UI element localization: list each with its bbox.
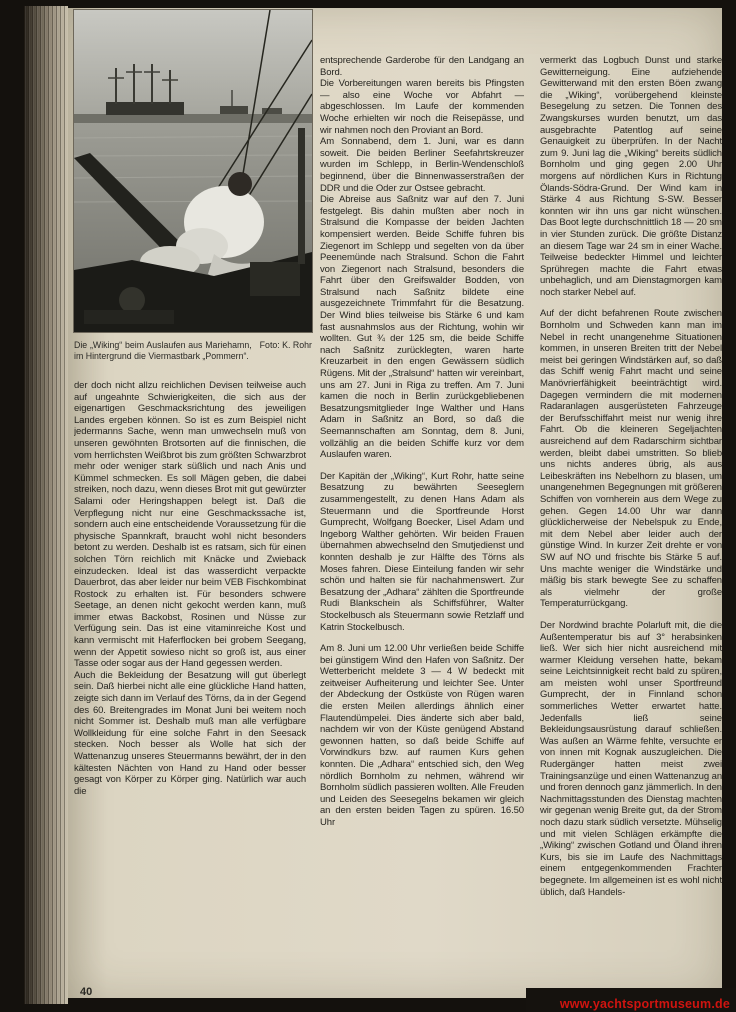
paragraph: Die Abreise aus Saßnitz war auf den 7. Juni festgelegt. Bis dahin mußten aber noch in Stralsund die Kompasse der beiden Jachten kompensiert werden. Beide Schiffe fuhren bis Ziegenort im Schlepp und segelten von da über Peenemünde nach Stralsund. Schon die Fahrt von Ziegenort nach Stralsund, besonders die Fahrt über den Greifswalder Bodden, von Stralsund nach Saßnitz bildete eine ausgezeichnete Trimmfahrt für die Besatzung. Der Wind blies teilweise bis Stärke 6 und kam fast ausnahmslos aus der Richtung, wohin wir wollten. Gut ¾ der 125 sm, die beide Schiffe nach Saßnitz zurücklegten, waren harte Kreuzarbeit in den engen Gewässern südlich Rügens. Mit der „Stralsund“ hatten wir vereinbart, uns am 27. Juni in Riga zu treffen. Am 7. Juni kamen die noch in Berlin zurückgebliebenen Besatzungsmitglieder Inge Walther und Hans Adam in Saßnitz an Bord, so daß die Seemannschaften am Sonntag, dem 8. Juni, vollzählig an die beiden Schiffe kurz vor dem Auslaufen waren.	[320, 194, 524, 461]
watermark: www.yachtsportmuseum.de	[559, 997, 730, 1011]
column-1	[74, 380, 306, 992]
paragraph: Der Kapitän der „Wiking“, Kurt Rohr, hatte seine Besatzung zu bewährten Seeseglern zusammengestellt, zu denen Hans Adam als Steuermann und die Sportfreunde Horst Gumprecht, Wolfgang Boecker, Lisel Adam und Ingeborg Walther gehörten. Wir beiden Frauen übernahmen abwechselnd den Smutjedienst und konnten deshalb je zur Hälfte des Törns als Moses fahren. Diese Einteilung fanden wir sehr schön und halten sie für nachahmenswert. Zur Besatzung der „Adhara“ zählten die Sportfreunde Rudi Blankschein als Schiffsführer, Walter Stockelbusch als Steuermann sowie Retzlaff und Katrin Stockelbusch.	[320, 470, 524, 633]
paragraph: Der Nordwind brachte Polarluft mit, die die Außentemperatur bis auf 3° herabsinken ließ. Wer sich hier nicht ausreichend mit warmer Kleidung versehen hatte, bekam seine Leichtsinnigkeit recht bald zu spüren, am meisten wohl unser Sportfreund Gumprecht, der in Finnland schon sommerliches Wetter erwartet hatte. Jedenfalls ließ seine Bekleidungsausrüstung darauf schließen. Was außen an Wärme fehlte, versuchte er von innen mit Kognak auszugleichen. Die Rudergänger hatten meist zwei Trainingsanzüge und einen Wattenanzug an und froren dennoch ganz jämmerlich. In den Nachmittagsstunden des Dienstag machten wir gegenan wenig Breite gut, da der Strom noch dazu stark südlich versetzte. Mühselig und mit vielen Schlägen erkämpfte die „Wiking“ zwischen Gotland und Öland ihren Kurs, bis sie im Laufe des Nachmittags einem entgegenkommenden Frachter begegnete. Im allgemeinen ist es wohl nicht üblich, daß Handels-	[540, 619, 722, 898]
page-number: 40	[80, 986, 93, 998]
magazine-page	[68, 8, 722, 998]
paragraph: Die Vorbereitungen waren bereits bis Pfingsten — also eine Woche vor Abfahrt — abgeschlossen. Im Laufe der kommenden Woche erhielten wir noch die Reisepässe, und wir nahmen noch den Proviant an Bord.	[320, 78, 524, 136]
photo-illustration	[74, 10, 312, 332]
paragraph: Auch die Bekleidung der Besatzung will gut überlegt sein. Daß hierbei nicht alle eine glückliche Hand hatten, zeigte sich dann im Verlauf des Törns, da in der Gegend des 60. Breitengrades im Monat Juni bei weitem noch nicht Sommer ist. Deshalb muß man alle verfügbare Wollkleidung für eine solche Fahrt in den Seesack stecken. Noch besser als Wolle hat sich der Wattenanzug unseres Steuermanns bewährt, der in den kältesten Nächten von Hand zu Hand oder besser gesagt von Körper zu Körper ging. Natürlich war auch die	[74, 669, 306, 797]
photo-caption	[74, 340, 312, 361]
paragraph: vermerkt das Logbuch Dunst und starke Gewitterneigung. Eine aufziehende Gewitterwand mit den ersten Böen zwang die „Wiking“, vorübergehend kleinste Besegelung zu setzen. Die Tonnen des Zwangskurses wurden benutzt, um das ausgebrachte Patentlog auf seine Genauigkeit zu überprüfen. In der Nacht zum 9. Juni lag die „Wiking“ bereits südlich Bornholm und ging gegen 2.00 Uhr morgens auf nördlichen Kurs in Richtung Ölands-Södra-Grund. Der Wind kam in Stärke 4 aus Richtung S-SW. Besser konnten wir ihn uns gar nicht wünschen. Das Boot legte durchschnittlich 18 — 20 sm in vier Stunden zurück. Die größte Distanz an diesem Tage war 24 sm in einer Wache. Teilweise bedeckter Himmel und leichter Sprühregen machte die Fahrt etwas unbehaglich, und am Dienstagmorgen kam noch starker Nebel auf.	[540, 55, 722, 298]
paragraph: Am Sonnabend, dem 1. Juni, war es dann soweit. Die beiden Berliner Seefahrtskreuzer wurden im Schlepp, in Berlin-Wendenschloß beginnend, über die Binnenwasserstraßen der DDR und die Oder zur Ostsee gebracht.	[320, 136, 524, 194]
paragraph: Auf der dicht befahrenen Route zwischen Bornholm und Schweden kann man im Nebel in recht unangenehme Situationen kommen, in unseren Breiten tritt der Nebel meist bei geringen Windstärken auf, so daß das Schiff wenig Fahrt macht und seine Manövrierfähigkeit beeinträchtigt wird. Dagegen vermindern die mit modernen Radaranlagen ausgerüsteten Fahrzeuge der Berufsschiffahrt meist nur wenig ihre Fahrt. Ob die kleineren Segeljachten ausreichend auf dem Radarschirm sichtbar werden, bleibt dabei umstritten. So blieb uns nichts anderes übrig, als aus Leibeskräften ins Nebelhorn zu blasen, um unangenehmen Begegnungen mit größeren Schiffen von vornherein aus dem Wege zu gehen. Gegen 14.00 Uhr war dann glücklicherweise der Nebelspuk zu Ende, mit dem Nebel aber leider auch der günstige Wind. In kurzer Zeit drehte er von SW auf NO und frischte bis Stärke 5 auf. Uns machte weniger die Windstärke und mäßig bis stark bewegte See zu schaffen als vielmehr der große Temperaturrückgang.	[540, 308, 722, 610]
paragraph: Am 8. Juni um 12.00 Uhr verließen beide Schiffe bei günstigem Wind den Hafen von Saßnitz. Der Wetterbericht meldete 3 — 4 W bedeckt mit zeitweiser Aufheiterung und leichter See. Unter der Abdeckung der Ostküste von Rügen waren die ersten Meilen allerdings ähnlich einer Flautendümpelei. Dies änderte sich aber bald, nachdem wir von der Küste genügend Abstand gewonnen hatten, so daß beide Schiffe auf Vorwindkurs bzw. auf raumen Kurs gehen konnten. Die „Adhara“ entschied sich, den Weg nördlich Bornholm zu nehmen, während wir Bornholm südlich passieren wollten. Alle Freuden und Leiden des Seesegelns bekamen wir gleich an den ersten beiden Tagen zu spüren. 16.50 Uhr	[320, 643, 524, 828]
photo-wiking-leaving-mariehamn	[74, 10, 312, 332]
column-3	[540, 55, 722, 993]
paragraph: entsprechende Garderobe für den Landgang an Bord.	[320, 55, 524, 78]
column-2	[320, 55, 524, 993]
photo-caption-text: Die „Wiking“ beim Auslaufen aus Mariehamn, im Hintergrund die Viermastbark „Pommern“.	[74, 340, 252, 361]
paragraph: der doch nicht allzu reichlichen Devisen teilweise auch auf ungeahnte Schwierigkeiten, die sich aus der eigenartigen Geschmacksrichtung des jeweiligen Landes ergeben können. So ist es zum Beispiel nicht jedermanns Sache, wenn man umwechseln muß von unseren gewöhnten Brotsorten auf die finnischen, die vom herrlichsten Weißbrot bis zum größten Schwarzbrot mehr oder weniger stark süßlich und nach Anis und Kümmel schmecken. Es soll Mägen geben, die dabei streiken, noch dazu, wenn dieses Brot mit gut gewürzter Salami oder Heringshappen belegt ist. Daß die Verpflegung nicht nur eine Geschmackssache ist, sondern auch eine entscheidende Voraussetzung für die physische Spannkraft, braucht wohl nicht besonders betont zu werden. Deshalb ist es ratsam, sich für einen solchen Törn reichlich mit Knäcke und Zwieback einzudecken. Ideal ist das wasserdicht verpackte Dauerbrot, das aber leider nur beim VEB Fischkombinat Rostock zu erhalten ist. Für besonders schwere Seetage, an denen nicht gekocht werden kann, muß immer etwas Backobst, Rosinen und Nüsse zur Verfügung sein. Das ist eine vitaminreiche Kost und kann vermischt mit Haferflocken bei grobem Seegang, wenn der Appetit sowieso nicht so groß ist, aus einer Tasse oder sogar aus der Hand gegessen werden.	[74, 380, 306, 670]
book-page-edges	[24, 6, 68, 1004]
photo-credit: Foto: K. Rohr	[259, 340, 312, 350]
